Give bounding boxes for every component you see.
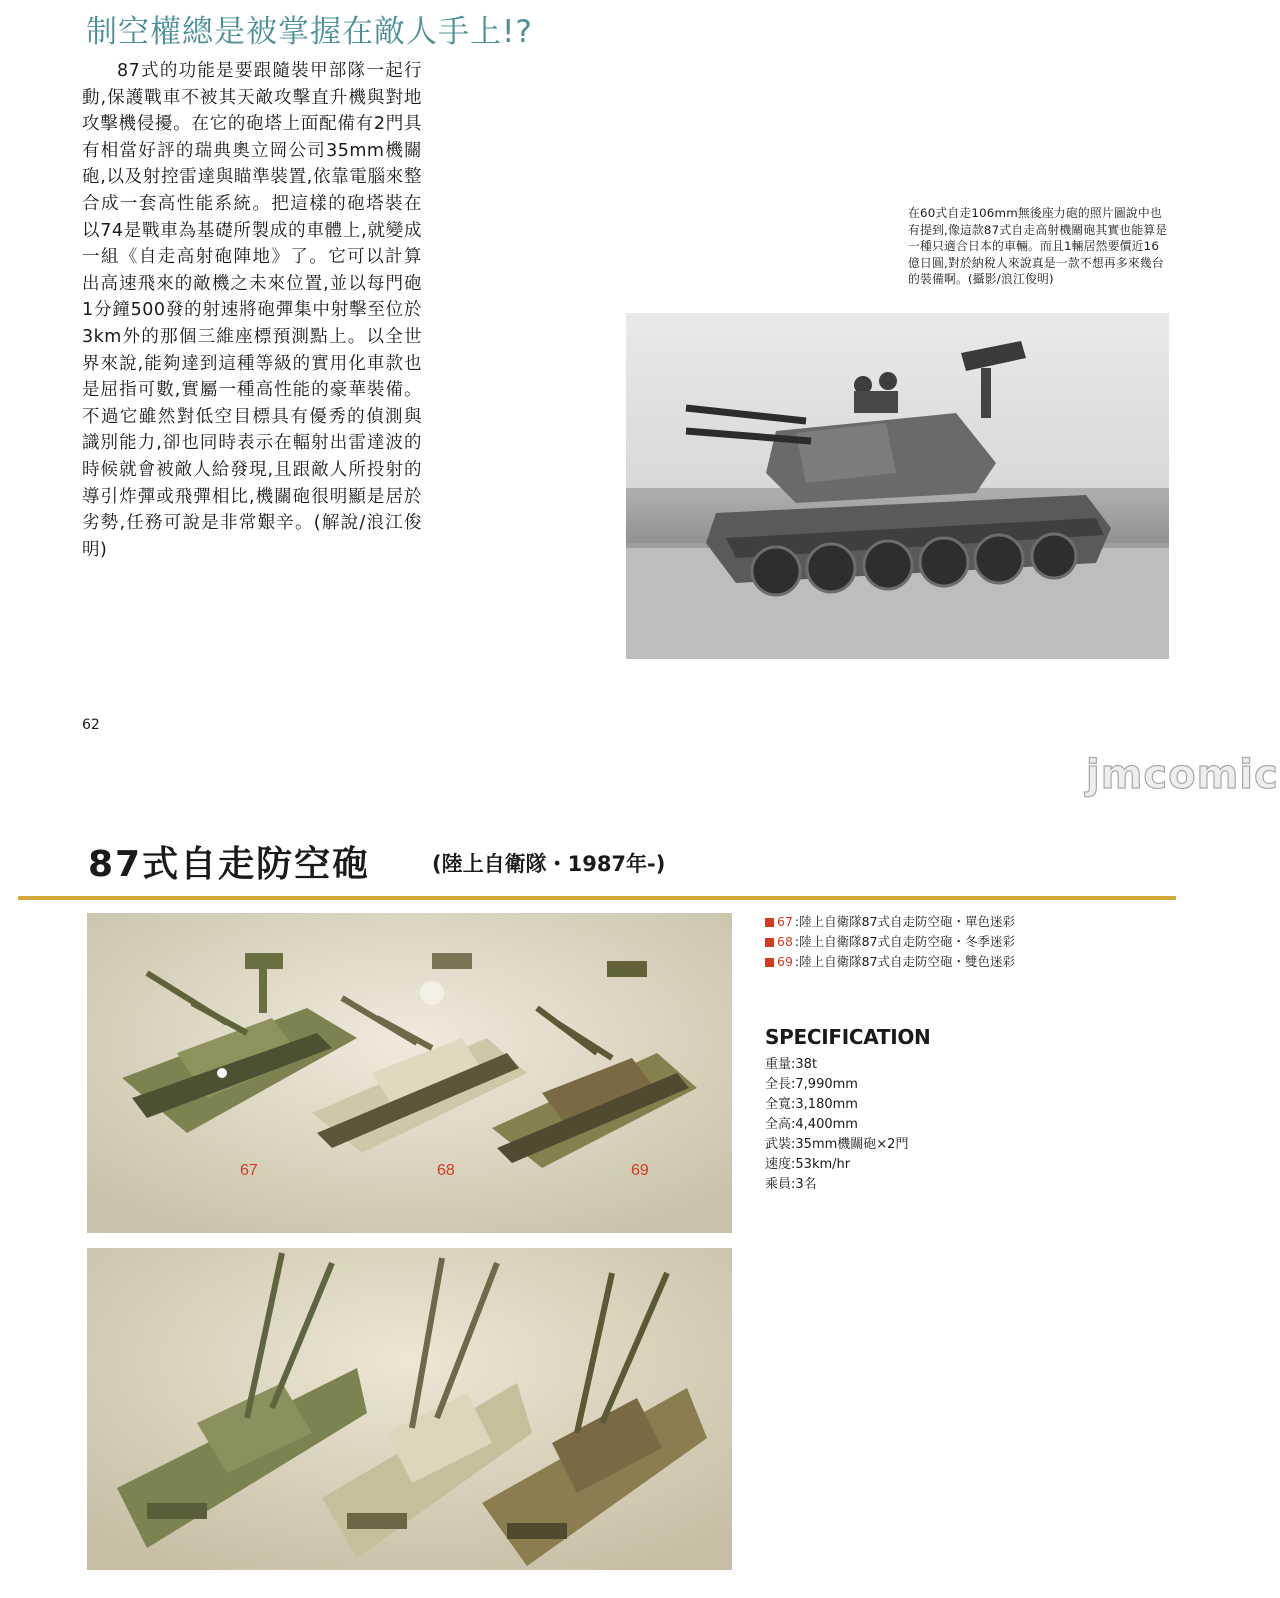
spec-row-length: 全長:7,990mm <box>765 1077 858 1092</box>
spec-value: 4,400mm <box>795 1117 858 1132</box>
page-number: 62 <box>82 717 100 733</box>
article-headline: 制空權總是被掌握在敵人手上!? <box>86 14 533 50</box>
section-divider <box>18 896 1176 900</box>
tank-photo <box>626 313 1169 659</box>
spec-row-width: 全寬:3,180mm <box>765 1097 858 1112</box>
model-label-69: 69 <box>631 1162 649 1179</box>
article-body: 87式的功能是要跟隨裝甲部隊一起行動,保護戰車不被其天敵攻擊直升機與對地攻擊機侵擾。在它的砲塔上面配備有2門具有相當好評的瑞典奧立岡公司35mm機關砲,以及射控雷達與瞄準裝置,依靠電腦來整合成一套高性能系統。把這樣的砲塔裝在以74是戰車為基礎所製成的車體上,就變成一組《自走高射砲陣地》了。它可以計算出高速飛來的敵機之未來位置,並以每門砲1分鐘500發的射速將砲彈集中射擊至位於3km外的那個三維座標預測點上。以全世界來說,能夠達到這種等級的實用化車款也是屈指可數,實屬一種高性能的豪華裝備。不過它雖然對低空目標具有優秀的偵測與識別能力,卻也同時表示在輻射出雷達波的時候就會被敵人給發現,且跟敵人所投射的導引炸彈或飛彈相比,機關砲很明顯是居於劣勢,任務可說是非常艱辛。(解說/浪江俊明) <box>82 61 422 560</box>
section-title: 87式自走防空砲 <box>88 844 371 885</box>
spec-value: 35mm機關砲×2門 <box>795 1137 909 1152</box>
spec-value: 7,990mm <box>795 1077 858 1092</box>
spec-label: 全長 <box>765 1077 792 1092</box>
section-subtitle: (陸上自衛隊・1987年-) <box>432 852 666 876</box>
legend-item-69 <box>765 952 1015 972</box>
legend-marker <box>765 918 774 927</box>
legend-text: :陸上自衛隊87式自走防空砲・單色迷彩 <box>794 914 1016 929</box>
spec-row-height: 全高:4,400mm <box>765 1117 858 1132</box>
spec-value: 3名 <box>795 1177 817 1192</box>
model-label-68: 68 <box>437 1162 455 1179</box>
spec-value: 3,180mm <box>795 1097 858 1112</box>
spec-row-weight: 重量:38t <box>765 1057 818 1072</box>
model-photo-top-view <box>87 913 732 1233</box>
spec-label: 乘員 <box>765 1177 792 1192</box>
legend-code: 69 <box>777 954 793 969</box>
spec-value: 53km/hr <box>795 1157 851 1172</box>
legend-item-67 <box>765 912 1015 932</box>
specification-list <box>765 1055 908 1195</box>
model-photo-front-view <box>87 1248 732 1570</box>
spec-row-armament: 武裝:35mm機關砲×2門 <box>765 1137 909 1152</box>
spec-row-crew: 乘員:3名 <box>765 1177 817 1192</box>
model-legend <box>765 912 1015 972</box>
legend-text: :陸上自衛隊87式自走防空砲・冬季迷彩 <box>794 934 1016 949</box>
legend-text: :陸上自衛隊87式自走防空砲・雙色迷彩 <box>794 954 1016 969</box>
spec-label: 全寬 <box>765 1097 792 1112</box>
spec-label: 武裝 <box>765 1137 792 1152</box>
legend-marker <box>765 958 774 967</box>
spec-row-speed: 速度:53km/hr <box>765 1157 851 1172</box>
spec-label: 重量 <box>765 1057 792 1072</box>
specification-title: SPECIFICATION <box>765 1025 931 1049</box>
photo-caption: 在60式自走106mm無後座力砲的照片圖說中也有提到,像這款87式自走高射機關砲其實也能算是一種只適合日本的車輛。而且1輛居然要價近16億日圓,對於納稅人來說真是一款不想再多來幾台的裝備啊。(攝影/浪江俊明) <box>908 206 1168 287</box>
legend-marker <box>765 938 774 947</box>
spec-value: 38t <box>795 1057 818 1072</box>
legend-item-68 <box>765 932 1015 952</box>
spec-label: 速度 <box>765 1157 792 1172</box>
legend-code: 68 <box>777 934 793 949</box>
legend-code: 67 <box>777 914 793 929</box>
watermark-text: jmcomic <box>1086 752 1279 798</box>
model-label-67: 67 <box>240 1162 258 1179</box>
spec-label: 全高 <box>765 1117 792 1132</box>
